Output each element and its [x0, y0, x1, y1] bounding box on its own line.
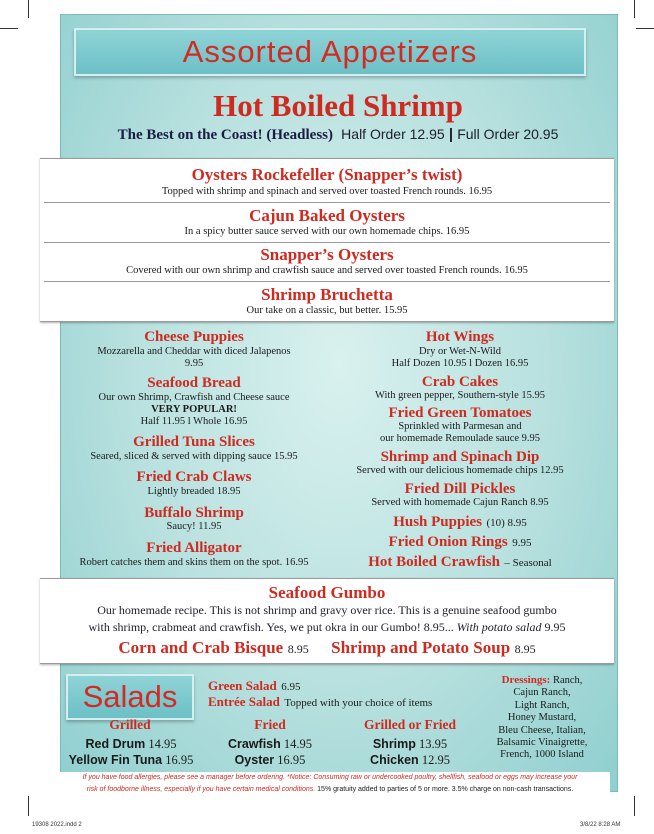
gof-1-price: 13.95: [419, 737, 448, 751]
buffalo-shrimp-name: Buffalo Shrimp: [144, 505, 244, 521]
cheese-puppies-name: Cheese Puppies: [144, 329, 244, 345]
tuna-slices-desc: Seared, sliced & served with dipping sauce 15.95: [90, 451, 298, 462]
cheese-puppies-price: 9.95: [184, 358, 204, 369]
hot-wings-name: Hot Wings: [425, 329, 495, 345]
crop-mark: [0, 28, 18, 29]
potato-soup-price: 8.95: [514, 642, 536, 656]
green-salad-line: [208, 678, 300, 695]
seafood-bread-badge: VERY POPULAR!: [151, 404, 237, 415]
entree-salad-name: Entrée Salad: [208, 694, 280, 709]
dressing-option: Balsamic Vinaigrette,: [496, 737, 588, 749]
gof-2-name: Chicken: [370, 753, 419, 767]
crop-mark: [636, 28, 654, 29]
cheese-puppies-desc: Mozzarella and Cheddar with diced Jalapenos: [97, 346, 291, 357]
menu-item-desc: In a spicy butter sauce served with our own homemade chips. 16.95: [184, 226, 470, 237]
grilled-1-name: Red Drum: [85, 737, 146, 751]
fried-alligator-name: Fried Alligator: [146, 540, 242, 556]
dressing-option: Bleu Cheese, Italian,: [498, 724, 586, 736]
crop-mark: [634, 0, 635, 18]
gumbo-line2: with shrimp, crabmeat and crawfish. Yes, we put okra in our Gumbo! 8.95...: [88, 620, 454, 634]
gof-2-price: 12.95: [421, 753, 450, 767]
grilled-or-fried-header: Grilled or Fried: [364, 717, 456, 732]
feature-full: Full Order 20.95: [457, 126, 559, 142]
green-salad-price: 6.95: [281, 681, 301, 693]
gumbo-potato-salad: With potato salad: [456, 620, 542, 634]
fried-item-2: [204, 752, 336, 768]
buffalo-shrimp-desc: Saucy! 11.95: [166, 521, 222, 532]
salads-title: Salads: [82, 679, 178, 714]
gumbo-potato-price: 9.95: [544, 620, 566, 634]
allergy-notice: [50, 772, 610, 796]
hot-wings-desc: Dry or Wet-N-Wild: [419, 346, 501, 357]
grilled-1-price: 14.95: [148, 737, 177, 751]
print-slug-date: 3/8/22 8:28 AM: [580, 822, 621, 828]
bisque-price: 8.95: [287, 642, 309, 656]
onion-rings-line: [330, 533, 590, 551]
dressing-option: Honey Mustard,: [507, 712, 577, 724]
menu-item-name: Cajun Baked Oysters: [249, 206, 405, 225]
fried-header: Fried: [254, 717, 286, 732]
dill-pickles-name: Fried Dill Pickles: [404, 481, 516, 497]
green-tomatoes-desc: Sprinkled with Parmesan and: [398, 421, 522, 432]
notice-line-2a: risk of foodborne illness, especially if you have certain medical conditions.: [86, 786, 316, 793]
divider: [44, 281, 610, 282]
dressing-option: French, 1000 Island: [500, 749, 584, 761]
crawfish-note: – Seasonal: [504, 557, 552, 569]
tuna-slices-name: Grilled Tuna Slices: [133, 434, 255, 450]
gof-item-2: [346, 752, 474, 768]
print-slug-file: 19308 2022.indd 2: [32, 822, 82, 828]
bisque-name: Corn and Crab Bisque: [118, 638, 284, 657]
hot-wings-price: Half Dozen 10.95 l Dozen 16.95: [391, 358, 529, 369]
feature-title: Hot Boiled Shrimp: [213, 88, 463, 123]
dill-pickles-desc: Served with homemade Cajun Ranch 8.95: [371, 497, 549, 508]
green-tomatoes-name: Fried Green Tomatoes: [388, 405, 532, 421]
grilled-2-name: Yellow Fin Tuna: [68, 753, 163, 767]
hush-puppies-name: Hush Puppies: [393, 514, 482, 530]
crab-cakes-name: Crab Cakes: [421, 374, 499, 390]
gumbo-desc: Our homemade recipe. This is not shrimp and gravy over rice. This is a genuine seafood gumbo: [97, 603, 557, 617]
notice-line-2: [50, 784, 610, 796]
feature-half: Half Order 12.95: [341, 126, 445, 142]
salads-banner: [66, 674, 194, 720]
spinach-dip-desc: Served with our delicious homemade chips 12.95: [356, 465, 564, 476]
gumbo-desc-2: [40, 620, 614, 635]
gumbo-name: Seafood Gumbo: [268, 583, 386, 602]
divider: [44, 242, 610, 243]
fried-1-name: Crawfish: [227, 737, 281, 751]
crop-mark: [28, 0, 29, 18]
crop-mark: [634, 796, 635, 816]
dressing-option: Ranch,: [552, 675, 583, 686]
fried-1-price: 14.95: [283, 737, 313, 751]
potato-soup-name: Shrimp and Potato Soup: [331, 638, 511, 657]
crab-claws-desc: Lightly breaded 18.95: [147, 486, 241, 497]
grilled-header: Grilled: [109, 717, 151, 732]
entree-salad-desc: Topped with your choice of items: [284, 697, 433, 709]
seafood-bread-desc: Our own Shrimp, Crawfish and Cheese sauce: [98, 392, 290, 403]
crab-cakes-desc: With green pepper, Southern-style 15.95: [374, 390, 546, 401]
notice-line-2b: 15% gratuity added to parties of 5 or more. 3.5% charge on non-cash transactions.: [317, 786, 574, 793]
entree-salad-line: [208, 694, 432, 711]
feature-tagline: The Best on the Coast! (Headless): [117, 127, 333, 143]
spinach-dip-name: Shrimp and Spinach Dip: [380, 449, 540, 465]
hush-puppies-line: [330, 513, 590, 531]
dressings-label: Dressings:: [501, 674, 551, 686]
dressings-first-line: [474, 674, 610, 687]
menu-item-desc: Our take on a classic, but better. 15.95: [246, 305, 408, 316]
grilled-item-1: [66, 736, 196, 752]
feature-sep: |: [448, 126, 454, 143]
feature-line: [60, 124, 616, 145]
onion-rings-name: Fried Onion Rings: [388, 534, 508, 550]
menu-item-desc: Covered with our own shrimp and crawfish sauce and served over toasted French rounds. 16.95: [126, 265, 528, 276]
grilled-2-price: 16.95: [165, 753, 194, 767]
fried-2-name: Oyster: [234, 753, 275, 767]
notice-line-1: If you have food allergies, please see a manager before ordering. *Notice: Consuming raw or undercooked poultry, shellfish, seafood or eggs may increase your: [82, 774, 578, 781]
dressing-option: Cajun Ranch,: [513, 687, 571, 699]
crawfish-line: [330, 553, 590, 571]
title-banner: [74, 28, 586, 76]
menu-item-desc: Topped with shrimp and spinach and served over toasted French rounds. 16.95: [161, 186, 493, 197]
onion-rings-price: 9.95: [512, 537, 532, 549]
menu-item-name: Shrimp Bruchetta: [261, 285, 393, 304]
green-tomatoes-desc-2: our homemade Remoulade sauce 9.95: [379, 433, 541, 444]
divider: [44, 202, 610, 203]
page-title: Assorted Appetizers: [182, 34, 478, 69]
crop-mark: [28, 796, 29, 816]
grilled-item-2: [62, 752, 200, 768]
seafood-bread-name: Seafood Bread: [147, 375, 241, 391]
fried-item-1: [204, 736, 336, 752]
dressing-option: Light Ranch,: [514, 699, 570, 711]
gof-1-name: Shrimp: [372, 737, 416, 751]
gof-item-1: [346, 736, 474, 752]
fried-2-price: 16.95: [277, 753, 306, 767]
menu-item-name: Oysters Rockefeller (Snapper’s twist): [191, 165, 463, 184]
soups-line: [40, 637, 614, 660]
crawfish-name: Hot Boiled Crawfish: [368, 554, 500, 570]
crab-claws-name: Fried Crab Claws: [136, 469, 252, 485]
hush-puppies-price: (10) 8.95: [486, 517, 527, 529]
dressings-block: [474, 674, 610, 762]
menu-item-name: Snapper’s Oysters: [260, 245, 394, 264]
seafood-bread-price: Half 11.95 l Whole 16.95: [140, 416, 248, 427]
fried-alligator-desc: Robert catches them and skins them on the spot. 16.95: [79, 557, 309, 568]
green-salad-name: Green Salad: [208, 678, 277, 693]
